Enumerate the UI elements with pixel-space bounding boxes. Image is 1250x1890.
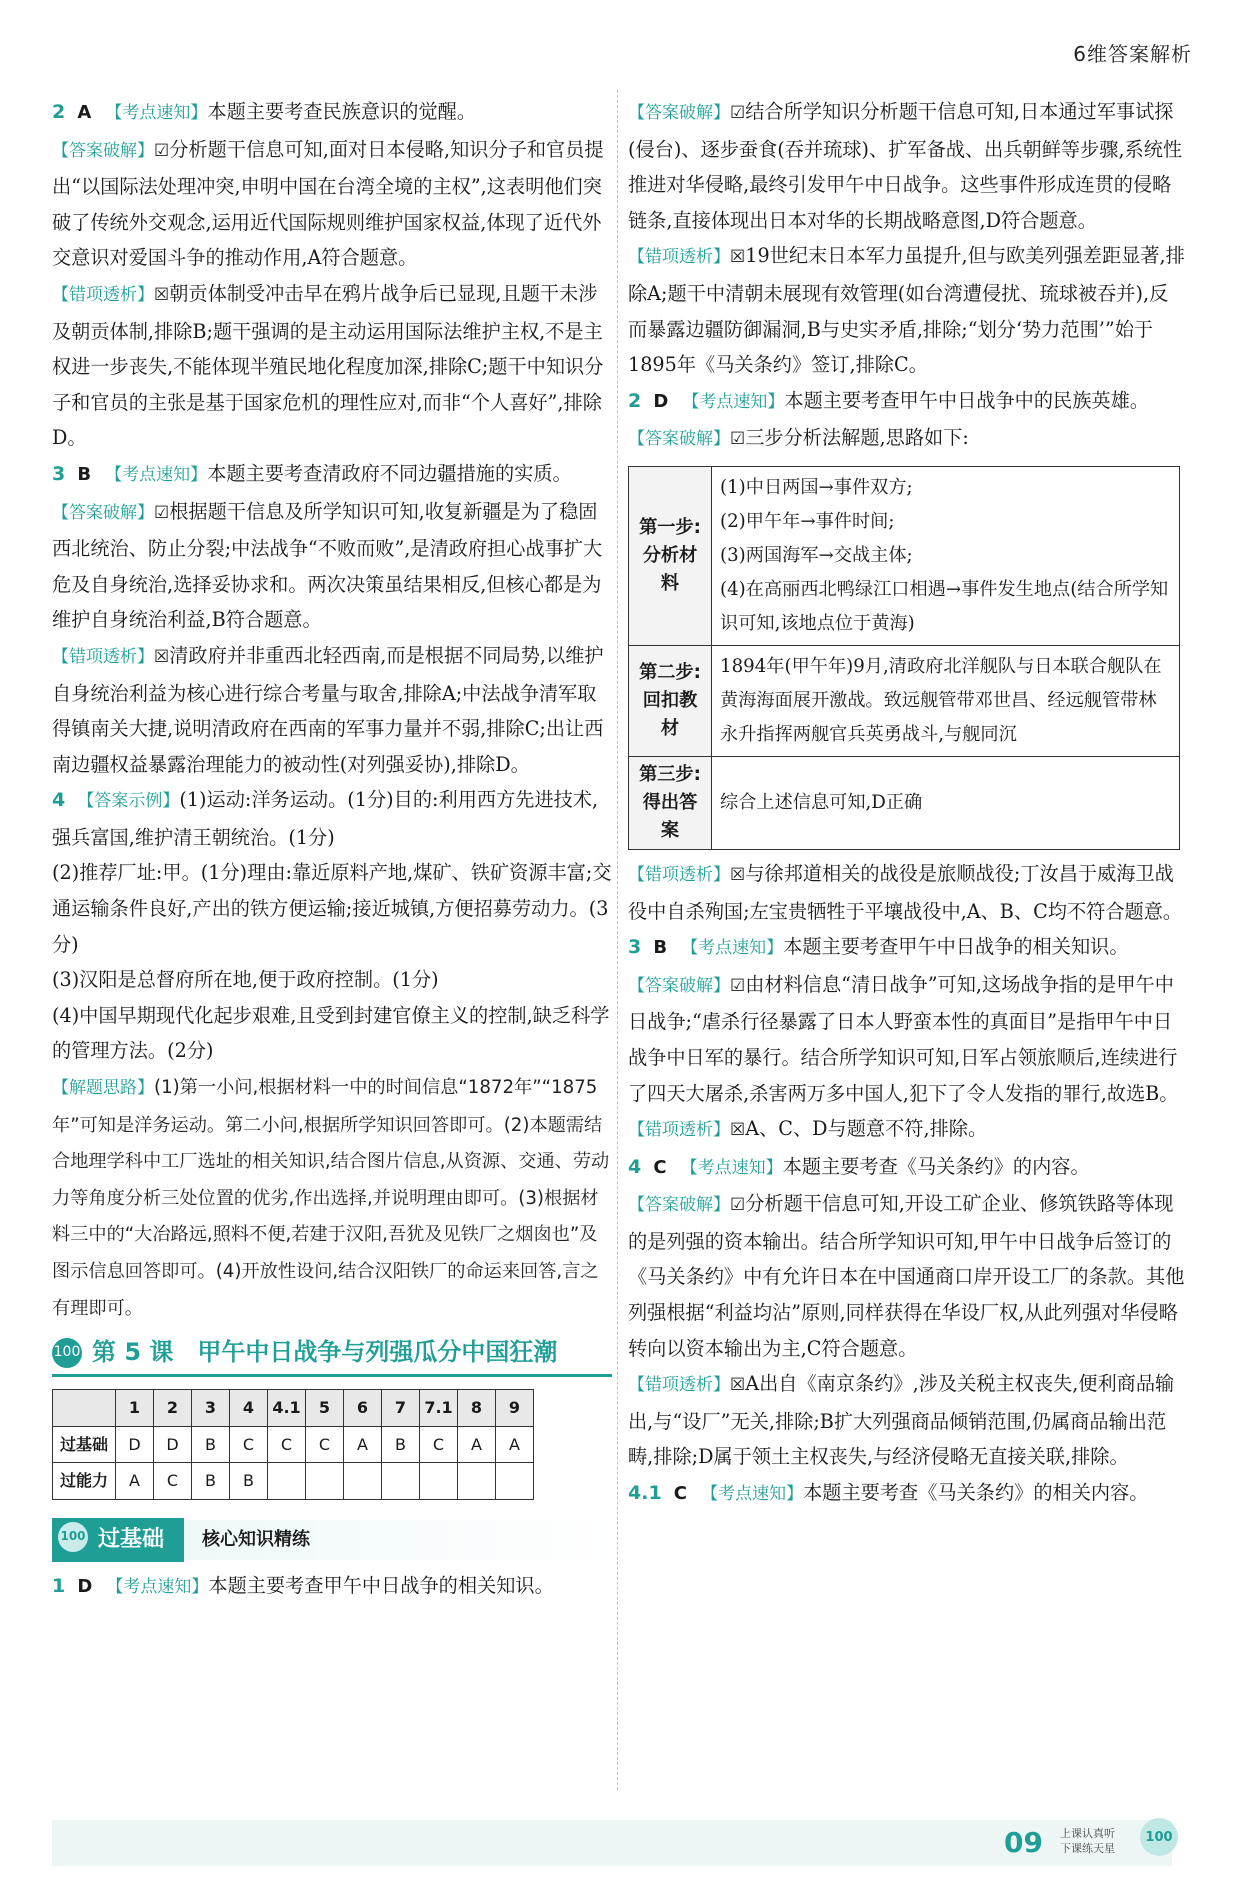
table-cell: 7.1 bbox=[420, 1390, 458, 1427]
kaodian-text: 本题主要考查甲午中日战争中的民族英雄。 bbox=[784, 388, 1149, 412]
table-cell bbox=[344, 1463, 382, 1500]
lesson-heading bbox=[52, 1332, 612, 1377]
step-label: 第二步:回扣教材 bbox=[629, 645, 712, 756]
tag-cuoxiang: 【错项透析】 bbox=[52, 646, 154, 667]
table-cell: 7 bbox=[382, 1390, 420, 1427]
q2-jiexi bbox=[52, 132, 612, 276]
cuoxiang-text: 与徐邦道相关的战役是旅顺战役;丁汝昌于威海卫战役中自杀殉国;左宝贵牺牲于平壤战役中,A、B、C均不符合题意。 bbox=[628, 861, 1183, 923]
left-column bbox=[52, 94, 612, 1606]
step-label: 第三步:得出答案 bbox=[629, 756, 712, 849]
tag-jiexi: 【答案破解】 bbox=[628, 103, 730, 123]
table-row bbox=[53, 1426, 534, 1463]
answer-letter: D bbox=[77, 1575, 93, 1597]
tag-cuoxiang: 【错项透析】 bbox=[628, 1375, 730, 1396]
cross-icon: ☒ bbox=[154, 646, 170, 667]
lesson-title: 第 5 课 甲午中日战争与列强瓜分中国狂潮 bbox=[92, 1338, 558, 1367]
table-row bbox=[629, 466, 1180, 645]
answer-letter: B bbox=[653, 937, 668, 959]
cross-icon: ☒ bbox=[730, 247, 746, 268]
cuoxiang-text: 清政府并非重西北轻西南,而是根据不同局势,以维护自身统治利益为核心进行综合考量与取舍,排除A;中法战争清军取得镇南关大捷,说明清政府在西南的军事力量并不弱,排除C;出让西南边疆权益暴露治理能力的被动性(对列强妥协),排除D。 bbox=[52, 643, 604, 776]
step-label: 第一步:分析材料 bbox=[629, 466, 712, 645]
table-cell: B bbox=[192, 1426, 230, 1463]
kaodian-text: 本题主要考查《马关条约》的相关内容。 bbox=[803, 1481, 1149, 1505]
cross-icon: ☒ bbox=[730, 1120, 746, 1141]
question-number: 1 bbox=[52, 1574, 66, 1597]
answer-letter: C bbox=[653, 1156, 667, 1178]
table-cell: 过基础 bbox=[53, 1426, 116, 1463]
motto-line: 下课练天星 bbox=[1060, 1842, 1115, 1855]
jiexi-text: 分析题干信息可知,面对日本侵略,知识分子和官员提出“以国际法处理冲突,申明中国在台湾全境的主权”,这表明他们突破了传统外交观念,运用近代国际规则维护国家权益,体现了近代外交意识对爱国斗争的推动作用,A符合题意。 bbox=[52, 137, 604, 270]
check-icon: ☑ bbox=[730, 103, 746, 123]
table-cell: 4 bbox=[230, 1390, 268, 1427]
table-cell: B bbox=[230, 1463, 268, 1500]
tag-jiexi: 【答案破解】 bbox=[628, 429, 730, 450]
question-number: 2 bbox=[628, 389, 642, 412]
q2-cuoxiang bbox=[628, 856, 1186, 929]
tag-cuoxiang: 【错项透析】 bbox=[628, 864, 730, 885]
question-number: 3 bbox=[628, 936, 642, 959]
kaodian-text: 本题主要考查民族意识的觉醒。 bbox=[207, 100, 477, 123]
step-line: (4)在高丽西北鸭绿江口相遇→事件发生地点(结合所学知识可知,该地点位于黄海) bbox=[720, 578, 1169, 634]
table-cell: 9 bbox=[496, 1390, 534, 1427]
table-cell bbox=[268, 1463, 306, 1500]
answer-letter: C bbox=[673, 1483, 687, 1505]
mascot-icon: 100 bbox=[1140, 1818, 1178, 1856]
table-cell: 3 bbox=[192, 1390, 230, 1427]
table-row bbox=[629, 645, 1180, 756]
q3-block bbox=[52, 456, 612, 494]
tag-silu: 【解题思路】 bbox=[52, 1078, 154, 1099]
table-cell bbox=[420, 1463, 458, 1500]
check-icon: ☑ bbox=[730, 1195, 746, 1216]
q2-cuoxiang bbox=[52, 276, 612, 456]
question-number: 2 bbox=[52, 101, 66, 123]
question-number: 4.1 bbox=[628, 1482, 662, 1505]
table-row bbox=[53, 1463, 534, 1500]
section-heading bbox=[52, 1520, 612, 1560]
kaodian-text: 本题主要考查清政府不同边疆措施的实质。 bbox=[207, 461, 572, 485]
jiexi-text: 分析题干信息可知,开设工矿企业、修筑铁路等体现的是列强的资本输出。结合所学知识可知,甲午中日战争后签订的《马关条约》中有允许日本在中国通商口岸开设工厂的条款。其他列强根据“利益均沾”原则,同样获得在华设厂权,从此列强对华侵略转向以资本输出为主,C符合题意。 bbox=[628, 1192, 1185, 1360]
cuoxiang-text: 朝贡体制受冲击早在鸦片战争后已显现,且题干未涉及朝贡体制,排除B;题干强调的是主动运用国际法维护主权,不是主权进一步丧失,不能体现半殖民地化程度加深,排除C;题干中知识分子和官员的主张是基于国家危机的理性应对,而非“个人喜好”,排除D。 bbox=[52, 281, 604, 450]
question-number: 4 bbox=[628, 1155, 642, 1178]
q1-cuoxiang bbox=[628, 238, 1186, 382]
answer-part-2: (2)推荐厂址:甲。(1分)理由:靠近原料产地,煤矿、铁矿资源丰富;交通运输条件良好,产出的铁方便运输;接近城镇,方便招募劳动力。(3分) bbox=[52, 861, 612, 956]
table-cell: 6 bbox=[344, 1390, 382, 1427]
q3-jiexi bbox=[52, 494, 612, 638]
table-cell bbox=[458, 1463, 496, 1500]
table-cell: B bbox=[382, 1426, 420, 1463]
mascot-icon: 100 bbox=[58, 1522, 88, 1552]
column-divider bbox=[617, 90, 618, 1790]
answer-letter: A bbox=[77, 102, 92, 123]
tag-jiexi: 【答案破解】 bbox=[628, 1195, 730, 1216]
footer-motto bbox=[1060, 1826, 1115, 1856]
tag-kaodian: 【考点速知】 bbox=[105, 464, 208, 485]
jiexi-text: 根据题干信息及所学知识可知,收复新疆是为了稳固西北统治、防止分裂;中法战争“不败而败”,是清政府担心战事扩大危及自身统治,选择妥协求和。两次决策虽结果相反,但核心都是为维护自身统治利益,B符合题意。 bbox=[52, 499, 603, 632]
table-cell: C bbox=[306, 1426, 344, 1463]
tag-kaodian: 【考点速知】 bbox=[680, 1157, 783, 1178]
steps-table bbox=[628, 466, 1180, 850]
page-header: 6维答案解析 bbox=[1073, 42, 1192, 66]
answer-letter: D bbox=[653, 390, 669, 412]
tag-kaodian: 【考点速知】 bbox=[106, 1576, 209, 1597]
q3-jiexi bbox=[628, 967, 1186, 1111]
q3-cuoxiang bbox=[628, 1111, 1186, 1149]
question-number: 4 bbox=[52, 789, 66, 812]
tag-cuoxiang: 【错项透析】 bbox=[628, 247, 730, 268]
idea-text: (1)第一小问,根据材料一中的时间信息“1872年”“1875年”可知是洋务运动。第二小问,根据所学知识回答即可。(2)本题需结合地理学科中工厂选址的相关知识,结合图片信息,从资源、交通、劳动力等角度分析三处位置的优劣,作出选择,并说明理由即可。(3)根据材料三中的“大冶路远,照料不便,若建于汉阳,吾犹及见铁厂之烟囱也”及图示信息回答即可。(4)开放性设问,结合汉阳铁厂的命运来回答,言之有理即可。 bbox=[52, 1077, 610, 1319]
table-header-row bbox=[53, 1390, 534, 1427]
tag-jiexi: 【答案破解】 bbox=[628, 975, 730, 996]
q4-cuoxiang bbox=[628, 1366, 1186, 1475]
q1-jiexi bbox=[628, 94, 1186, 238]
table-cell: C bbox=[420, 1426, 458, 1463]
step-content bbox=[712, 645, 1180, 756]
q4-block bbox=[628, 1149, 1186, 1187]
step-line: (1)中日两国→事件双方; bbox=[720, 476, 913, 498]
q4-block bbox=[52, 782, 612, 855]
page-number: 09 bbox=[1004, 1826, 1043, 1859]
tag-cuoxiang: 【错项透析】 bbox=[628, 1120, 730, 1141]
table-cell: A bbox=[344, 1426, 382, 1463]
kaodian-text: 本题主要考查《马关条约》的内容。 bbox=[782, 1154, 1090, 1178]
q1-block bbox=[52, 1568, 612, 1606]
table-cell: 2 bbox=[154, 1390, 192, 1427]
jiexi-text: 三步分析法解题,思路如下: bbox=[745, 426, 969, 450]
motto-line: 上课认真听 bbox=[1060, 1827, 1115, 1840]
check-icon: ☑ bbox=[730, 975, 746, 996]
table-cell bbox=[496, 1463, 534, 1500]
table-cell: B bbox=[192, 1463, 230, 1500]
section-label: 过基础 bbox=[98, 1527, 165, 1553]
q3-block bbox=[628, 929, 1186, 967]
cross-icon: ☒ bbox=[154, 284, 170, 305]
table-cell bbox=[306, 1463, 344, 1500]
lesson-icon: 100 bbox=[52, 1338, 82, 1368]
table-cell: A bbox=[116, 1463, 154, 1500]
step-line: (2)甲午年→事件时间; bbox=[720, 510, 895, 532]
jiexi-text: 结合所学知识分析题干信息可知,日本通过军事试探(侵台)、逐步蚕食(吞并琉球)、扩军备战、出兵朝鲜等步骤,系统性推进对华侵略,最终引发甲午中日战争。这些事件形成连贯的侵略链条,直接体现出日本对华的长期战略意图,D符合题意。 bbox=[628, 100, 1183, 232]
cross-icon: ☒ bbox=[730, 864, 746, 885]
tag-kaodian: 【考点速知】 bbox=[681, 938, 784, 959]
tag-jiexi: 【答案破解】 bbox=[52, 140, 154, 161]
tag-shili: 【答案示例】 bbox=[77, 791, 180, 812]
q2-block bbox=[628, 383, 1186, 421]
step-content bbox=[712, 466, 1180, 645]
table-cell: 4.1 bbox=[268, 1390, 306, 1427]
q3-cuoxiang bbox=[52, 638, 612, 782]
q2-block bbox=[52, 94, 612, 132]
tag-cuoxiang: 【错项透析】 bbox=[52, 284, 154, 305]
step-line: (3)两国海军→交战主体; bbox=[720, 544, 913, 566]
answer-letter: B bbox=[77, 463, 92, 485]
check-icon: ☑ bbox=[154, 140, 170, 161]
answer-part-1: (1)运动:洋务运动。(1分)目的:利用西方先进技术,强兵富国,维护清王朝统治。(1分) bbox=[52, 788, 599, 849]
q41-block bbox=[628, 1475, 1186, 1513]
table-cell: A bbox=[496, 1426, 534, 1463]
cuoxiang-text: A、C、D与题意不符,排除。 bbox=[745, 1117, 988, 1141]
table-cell: D bbox=[154, 1426, 192, 1463]
table-cell: C bbox=[230, 1426, 268, 1463]
tag-kaodian: 【考点速知】 bbox=[105, 103, 208, 123]
tag-jiexi: 【答案破解】 bbox=[52, 502, 154, 523]
table-cell: C bbox=[268, 1426, 306, 1463]
table-cell: A bbox=[458, 1426, 496, 1463]
answer-part-3: (3)汉阳是总督府所在地,便于政府控制。(1分) bbox=[52, 968, 439, 992]
kaodian-text: 本题主要考查甲午中日战争的相关知识。 bbox=[783, 935, 1129, 959]
answer-table bbox=[52, 1389, 534, 1500]
tag-kaodian: 【考点速知】 bbox=[682, 391, 785, 412]
table-cell bbox=[382, 1463, 420, 1500]
table-row bbox=[629, 756, 1180, 849]
cuoxiang-text: 19世纪末日本军力虽提升,但与欧美列强差距显著,排除A;题干中清朝未展现有效管理(如台湾遭侵扰、琉球被吞并),反而暴露边疆防御漏洞,B与史实矛盾,排除;“划分‘势力范围’”始于1895年《马关条约》签订,排除C。 bbox=[628, 244, 1185, 377]
table-cell: 1 bbox=[116, 1390, 154, 1427]
right-column bbox=[628, 94, 1186, 1513]
question-number: 3 bbox=[52, 462, 66, 485]
cuoxiang-text: A出自《南京条约》,涉及关税主权丧失,便利商品输出,与“设厂”无关,排除;B扩大列强商品倾销范围,仍属商品输出范畴,排除;D属于领土主权丧失,与经济侵略无直接关联,排除。 bbox=[628, 1372, 1175, 1469]
table-cell: C bbox=[154, 1463, 192, 1500]
q2-jiexi bbox=[628, 420, 1186, 458]
check-icon: ☑ bbox=[730, 429, 746, 450]
table-cell: 8 bbox=[458, 1390, 496, 1427]
kaodian-text: 本题主要考查甲午中日战争的相关知识。 bbox=[208, 1573, 554, 1597]
table-cell: 过能力 bbox=[53, 1463, 116, 1500]
tag-kaodian: 【考点速知】 bbox=[701, 1484, 804, 1505]
step-content bbox=[712, 756, 1180, 849]
table-cell: 5 bbox=[306, 1390, 344, 1427]
check-icon: ☑ bbox=[154, 502, 170, 523]
table-cell bbox=[53, 1390, 116, 1427]
q4-idea bbox=[52, 1069, 612, 1326]
table-cell: D bbox=[116, 1426, 154, 1463]
answer-part-4: (4)中国早期现代化起步艰难,且受到封建官僚主义的控制,缺乏科学的管理方法。(2分) bbox=[52, 1003, 610, 1063]
step-line: 综合上述信息可知,D正确 bbox=[720, 791, 923, 813]
step-line: 1894年(甲午年)9月,清政府北洋舰队与日本联合舰队在黄海海面展开激战。致远舰管带邓世昌、经远舰管带林永升指挥两舰官兵英勇战斗,与舰同沉 bbox=[720, 655, 1162, 745]
jiexi-text: 由材料信息“清日战争”可知,这场战争指的是甲午中日战争;“虐杀行径暴露了日本人野蛮本性的真面目”是指甲午中日战争中日军的暴行。结合所学知识可知,日军占领旅顺后,连续进行了四天大屠杀,杀害两万多中国人,犯下了令人发指的罪行,故选B。 bbox=[628, 972, 1179, 1105]
cross-icon: ☒ bbox=[730, 1375, 746, 1396]
section-label-box bbox=[52, 1518, 184, 1562]
section-subtitle: 核心知识精练 bbox=[202, 1529, 311, 1551]
q4-jiexi bbox=[628, 1186, 1186, 1366]
